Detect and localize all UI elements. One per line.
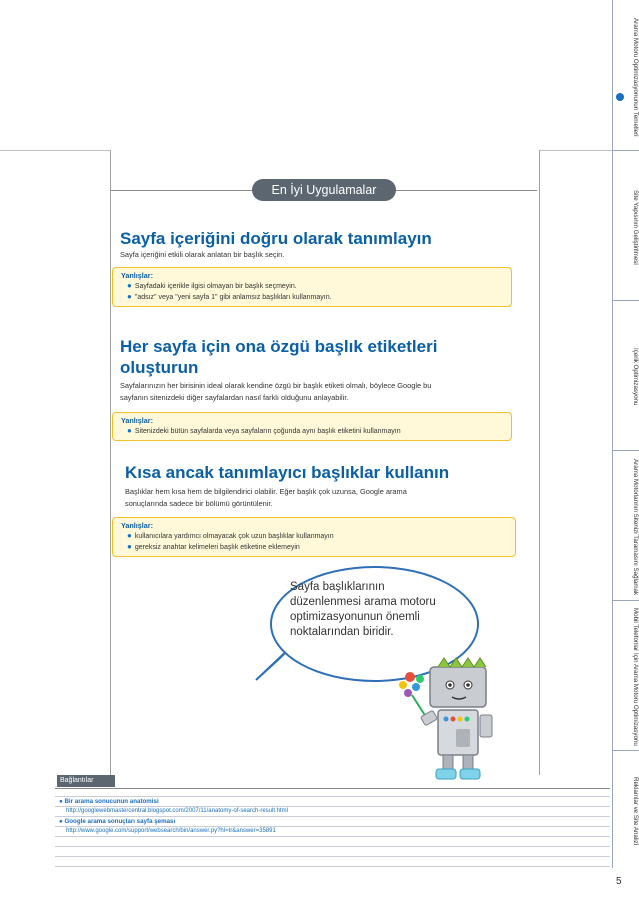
flower-bouquet — [399, 672, 426, 717]
description-3-line2: sonuçlarında sadece bir bölümü görüntülenir. — [125, 499, 273, 508]
ruled-line — [55, 836, 610, 837]
mistake-text: Sayfadaki içerikle ilgisi olmayan bir başlık seçmeyin. — [134, 283, 297, 290]
section-description-1: Sayfa içeriğini etkili olarak anlatan bir başlık seçin. — [120, 250, 285, 259]
bubble-line1: Sayfa başlıklarının — [290, 581, 385, 593]
section-heading-2-line1: Her sayfa için ona özgü başlık etiketleri — [120, 337, 438, 356]
bullet-icon: ● — [127, 542, 132, 551]
bubble-line4: noktalarından biridir. — [290, 626, 394, 638]
link-url-1[interactable]: http://googlewebmastercentral.blogspot.com/2007/11/anatomy-of-search-result.html — [66, 808, 289, 814]
mistakes-box-2 — [112, 412, 512, 441]
sidebar-item-crawling[interactable]: Arama Motorlarının Sitenizi Taramasını Sağlamak — [632, 458, 639, 596]
ruled-line — [55, 796, 610, 797]
best-practices-badge: En İyi Uygulamalar — [252, 179, 396, 201]
sidebar-item-mobile-seo[interactable]: Mobil Telefonlar İçin Arama Motoru Optimizasyonu — [632, 608, 639, 746]
mistakes-box-1 — [112, 267, 512, 307]
sidebar-item-seo-basics[interactable]: Arama Motoru Optimizasyonunun Temelleri — [632, 17, 639, 137]
mistakes-box-3 — [112, 517, 516, 557]
section-heading-2-line2: oluşturun — [120, 358, 199, 377]
section-heading-3: Kısa ancak tanımlayıcı başlıklar kullanın — [125, 463, 450, 482]
mistake-item — [121, 426, 503, 437]
mistakes-title: Yanlışlar: — [121, 521, 153, 530]
sidebar-item-ads-analytics[interactable]: Reklamlar ve Site Analizi — [632, 776, 639, 846]
links-section-tag: Bağlantılar — [57, 775, 115, 787]
mistake-item — [121, 281, 503, 292]
section-description-2 — [120, 380, 431, 404]
description-2-line2: sayfanın sitenizdeki diğer sayfalardan nasıl farklı olduğunu anlayabilir. — [120, 393, 349, 402]
robot-head — [430, 667, 486, 707]
sidebar-item-content-optimization[interactable]: İçerik Optimizasyonu — [632, 348, 639, 406]
mistake-text: "adsız" veya "yeni sayfa 1" gibi anlamsız başlıkları kullanmayın. — [134, 294, 332, 301]
speech-bubble-text — [290, 580, 460, 640]
bubble-line3: optimizasyonunun önemli — [290, 611, 420, 623]
description-3-line1: Başlıklar hem kısa hem de bilgilendirici olabilir. Eğer başlık çok uzunsa, Google arama — [125, 487, 407, 496]
links-area — [55, 788, 610, 868]
mistake-text: Sitenizdeki bütün sayfalarda veya sayfaların çoğunda aynı başlık etiketini kullanmayın — [134, 428, 401, 435]
link-title-1[interactable]: ● Bir arama sonucunun anatomisi — [59, 798, 159, 805]
mistake-item — [121, 531, 507, 542]
section-description-3 — [125, 486, 515, 510]
mistake-item — [121, 542, 507, 553]
ruled-line — [55, 816, 610, 817]
robot-mascot-illustration — [398, 655, 518, 785]
bullet-icon: ● — [127, 531, 132, 540]
link-title-2[interactable]: ● Google arama sonuçları sayfa şeması — [59, 818, 176, 825]
section-heading-1: Sayfa içeriğini doğru olarak tanımlayın — [120, 229, 432, 248]
description-2-line1: Sayfalarınızın her birisinin ideal olarak kendine özgü bir başlık etiketi olmalı, böylece Google bu — [120, 381, 432, 390]
page-number: 5 — [616, 876, 622, 887]
mistake-text: gereksiz anahtar kelimeleri başlık etiketine eklemeyin — [134, 544, 300, 551]
ruled-line — [55, 846, 610, 847]
ruled-line — [55, 856, 610, 857]
bullet-icon: ● — [127, 426, 132, 435]
chapter-sidebar — [612, 0, 639, 868]
ruled-line — [55, 806, 610, 807]
mistake-item — [121, 292, 503, 303]
bubble-line2: düzenlenmesi arama motoru — [290, 596, 436, 608]
link-url-2[interactable]: http://www.google.com/support/websearch/bin/answer.py?hl=tr&answer=35891 — [66, 828, 276, 834]
section-heading-2 — [120, 336, 437, 378]
ruled-line — [55, 826, 610, 827]
mistake-text: kullanıcılara yardımcı olmayacak çok uzun başlıklar kullanmayın — [134, 533, 334, 540]
ruled-line — [55, 788, 610, 789]
mistakes-title: Yanlışlar: — [121, 416, 153, 425]
bullet-icon: ● — [127, 281, 132, 290]
ruled-line — [55, 866, 610, 867]
bullet-icon: ● — [127, 292, 132, 301]
active-chapter-dot — [616, 93, 624, 101]
mistakes-title: Yanlışlar: — [121, 271, 153, 280]
sidebar-item-site-structure[interactable]: Site Yapısının Geliştirilmesi — [632, 189, 639, 265]
